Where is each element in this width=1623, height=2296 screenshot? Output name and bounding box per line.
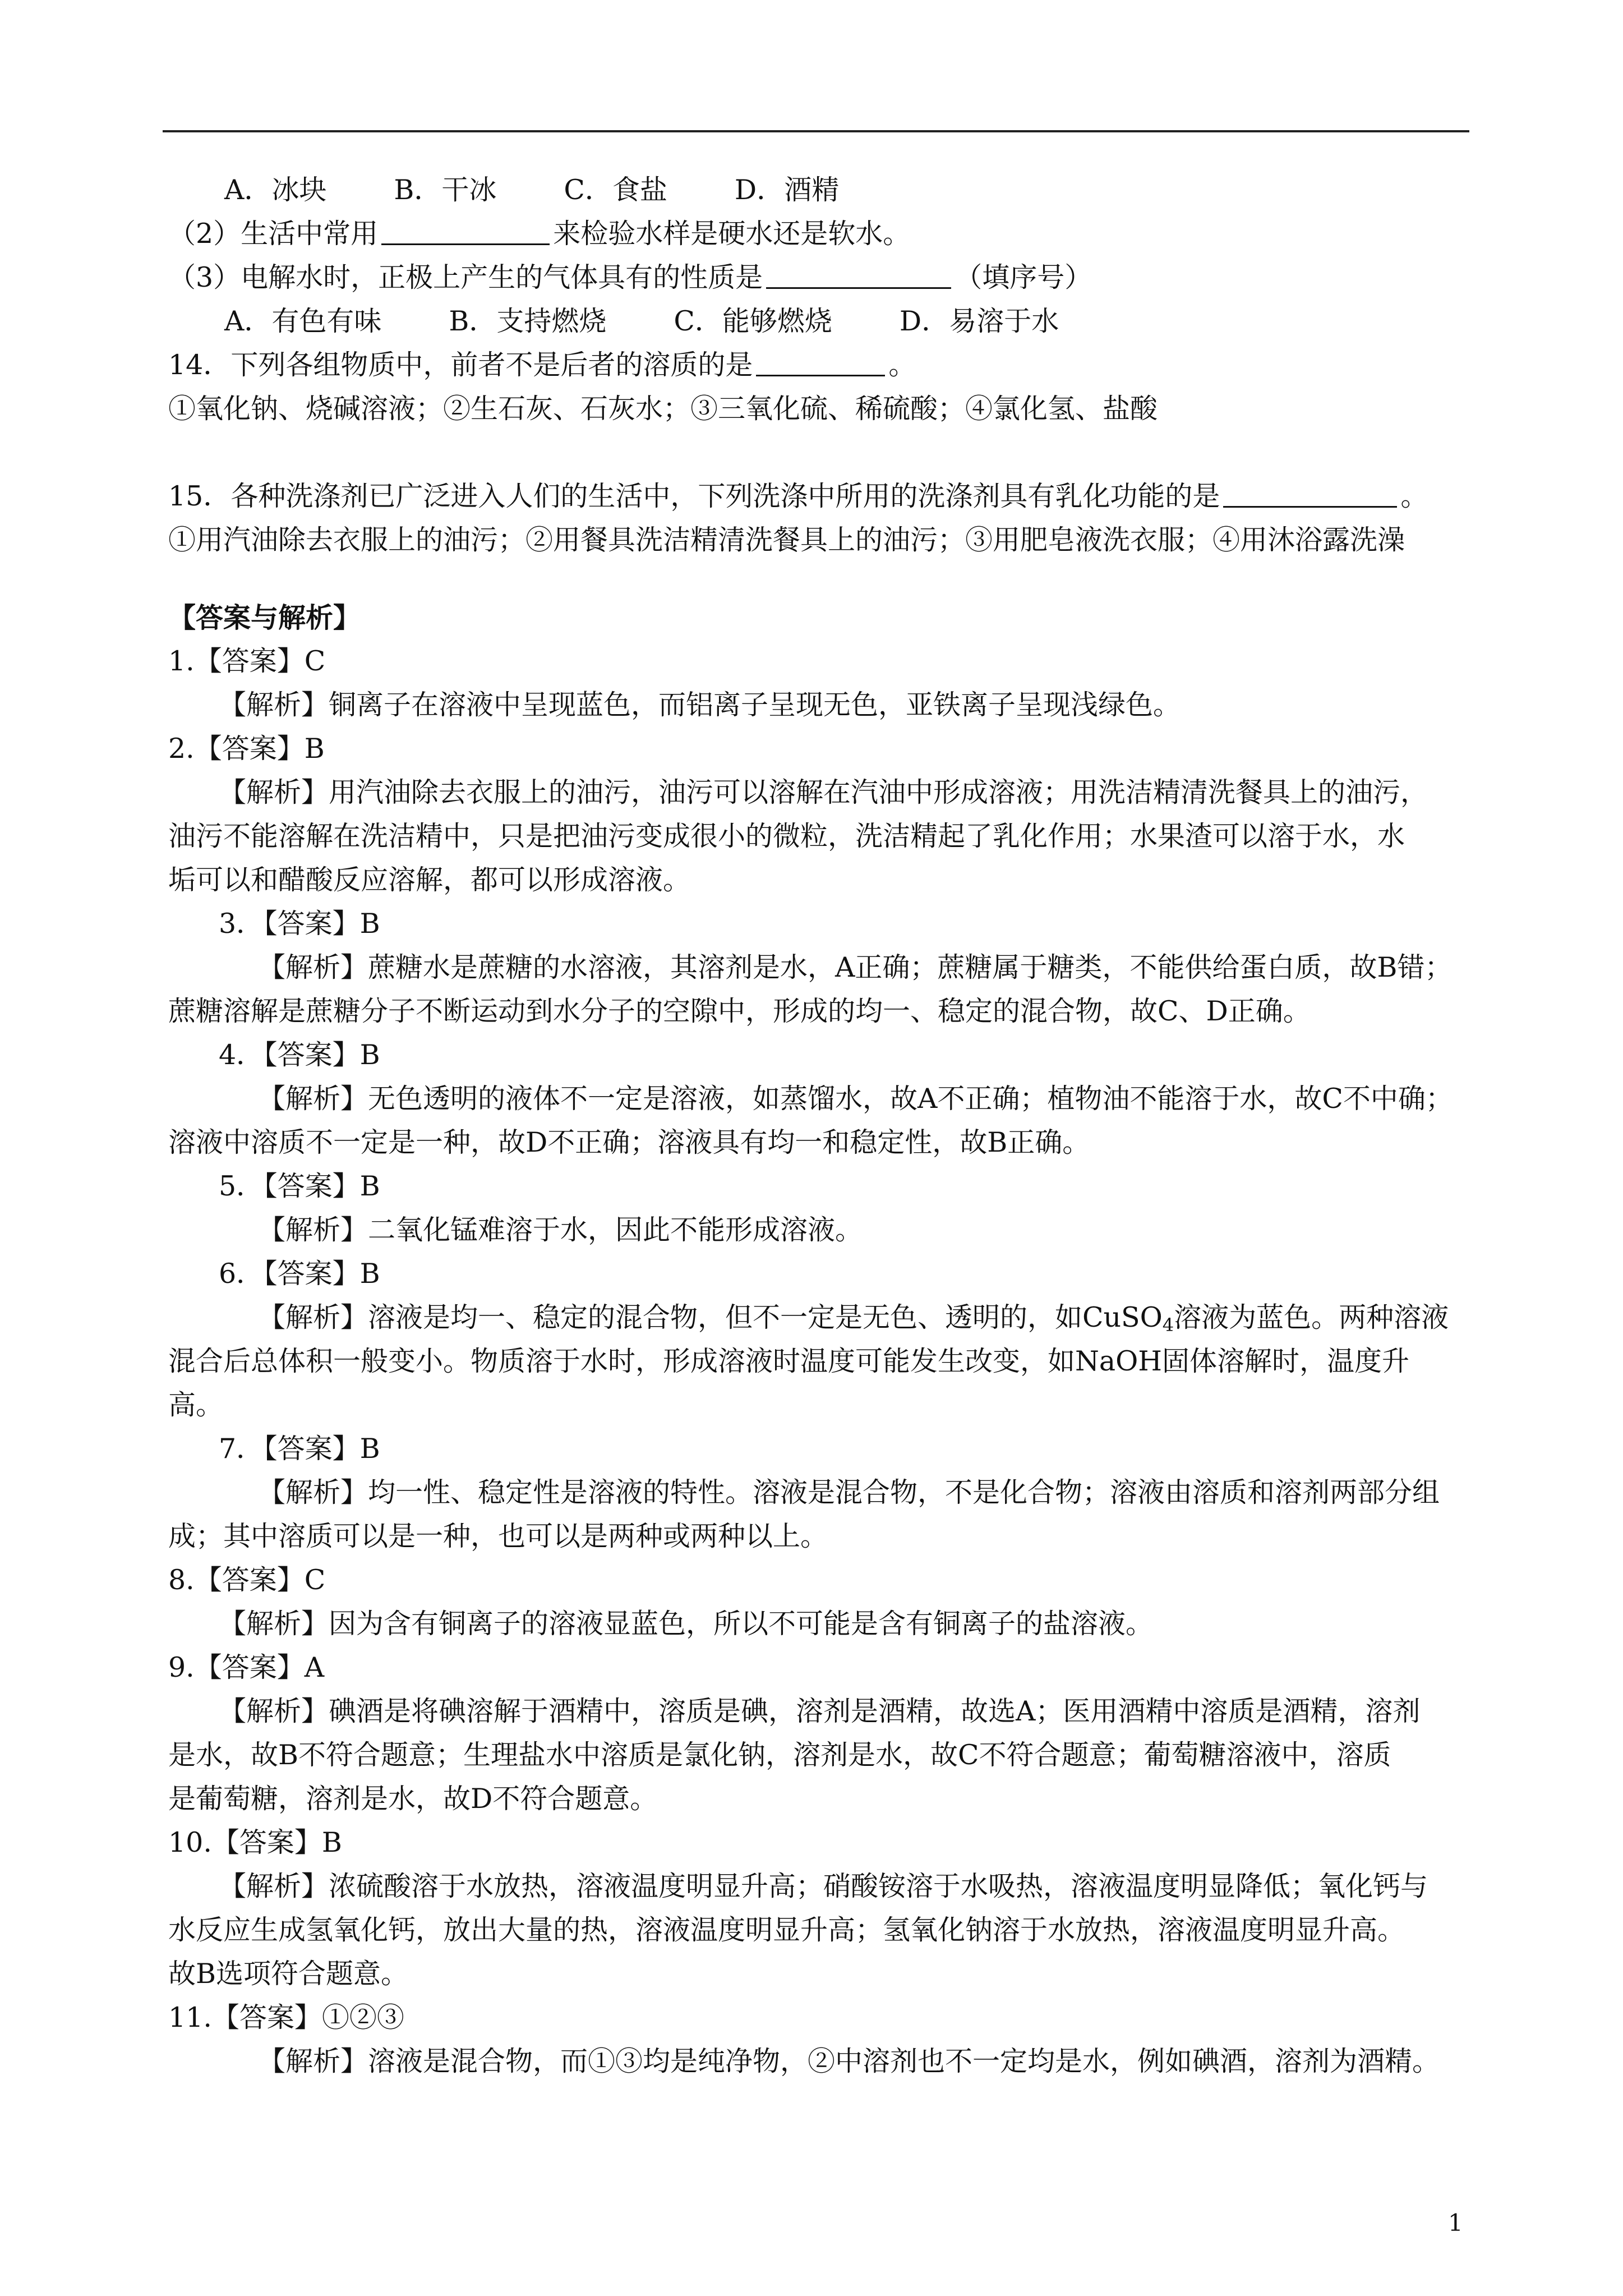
explanation-line: 【解析】无色透明的液体不一定是溶液，如蒸馏水，故A不正确；植物油不能溶于水，故C不中确； <box>258 1083 1453 1115</box>
explanation-line: 【解析】二氧化锰难溶于水，因此不能形成溶液。 <box>258 1214 863 1246</box>
explanation-line: 【解析】溶液是均一、稳定的混合物，但不一定是无色、透明的，如CuSO$_4$溶液为蓝色。两种溶液 <box>258 1301 1449 1336</box>
answer-blank <box>381 215 550 245</box>
answer-block-1 <box>168 639 1469 727</box>
explanation-line: 【解析】铜离子在溶液中呈现蓝色，而铝离子呈现无色，亚铁离子呈现浅绿色。 <box>219 689 1181 721</box>
explanation-line: 【解析】因为含有铜离子的溶液显蓝色，所以不可能是含有铜离子的盐溶液。 <box>219 1608 1154 1640</box>
option-d: D．易溶于水 <box>899 305 1059 337</box>
answer-block-9 <box>168 1646 1469 1821</box>
option-a: A．有色有味 <box>224 305 382 337</box>
q13-part-3: （3）电解水时，正极上产生的气体具有的性质是 （填序号） <box>168 256 1469 300</box>
answer-block-7 <box>168 1427 1469 1558</box>
explanation-line: 【解析】碘酒是将碘溶解于酒精中，溶质是碘，溶剂是酒精，故选A；医用酒精中溶质是酒精，溶剂 <box>219 1695 1421 1727</box>
option-c: C．能够燃烧 <box>674 305 832 337</box>
answer-label: 3．【答案】B <box>219 908 380 940</box>
answer-blank <box>766 259 951 289</box>
option-b: B．干冰 <box>394 174 497 206</box>
answer-block-10 <box>168 1821 1469 1996</box>
header-rule <box>163 130 1469 132</box>
question-14-choices: ①氧化钠、烧碱溶液；②生石灰、石灰水；③三氧化硫、稀硫酸；④氯化氢、盐酸 <box>168 393 1158 425</box>
option-d: D．酒精 <box>734 174 840 206</box>
document-body <box>168 168 1469 2083</box>
answer-label: 5．【答案】B <box>219 1170 380 1202</box>
explanation-line: 【解析】溶液是混合物，而①③均是纯净物，②中溶剂也不一定均是水，例如碘酒，溶剂为酒精。 <box>258 2045 1440 2077</box>
explanation-line: 高。 <box>168 1389 224 1421</box>
q13-options-row-3 <box>168 300 1469 343</box>
explanation-line: 故B选项符合题意。 <box>168 1958 409 1990</box>
answer-label: 4．【答案】B <box>219 1039 380 1071</box>
explanation-line: 【解析】用汽油除去衣服上的油污，油污可以溶解在汽油中形成溶液；用洗洁精清洗餐具上的油污， <box>219 776 1428 808</box>
explanation-line: 是葡萄糖，溶剂是水，故D不符合题意。 <box>168 1783 658 1815</box>
answer-block-2 <box>168 727 1469 902</box>
answer-label: 1.【答案】C <box>168 645 326 677</box>
question-15-stem: 15．各种洗涤剂已广泛进入人们的生活中，下列洗涤中所用的洗涤剂具有乳化功能的是 。 <box>168 475 1469 518</box>
option-c: C．食盐 <box>564 174 667 206</box>
answer-blank <box>756 347 885 376</box>
explanation-line: 蔗糖溶解是蔗糖分子不断运动到水分子的空隙中，形成的均一、稳定的混合物，故C、D正确。 <box>168 995 1311 1027</box>
answer-block-8 <box>168 1558 1469 1646</box>
answers-heading: 【答案与解析】 <box>168 601 361 634</box>
explanation-line: 水反应生成氢氧化钙，放出大量的热，溶液温度明显升高；氢氧化钠溶于水放热，溶液温度明显升高。 <box>168 1914 1405 1946</box>
answer-block-6 <box>168 1252 1469 1427</box>
answer-block-3 <box>168 902 1469 1033</box>
answer-label: 7．【答案】B <box>219 1433 380 1465</box>
explanation-line: 成；其中溶质可以是一种，也可以是两种或两种以上。 <box>168 1520 828 1552</box>
explanation-line: 垢可以和醋酸反应溶解，都可以形成溶液。 <box>168 864 691 896</box>
explanation-line: 是水，故B不符合题意；生理盐水中溶质是氯化钠，溶剂是水，故C不符合题意；葡萄糖溶液中，溶质 <box>168 1739 1391 1771</box>
explanation-line: 混合后总体积一般变小。物质溶于水时，形成溶液时温度可能发生改变，如NaOH固体溶解时，温度升 <box>168 1345 1409 1377</box>
answer-label: 2.【答案】B <box>168 733 325 765</box>
answer-block-5 <box>168 1165 1469 1252</box>
question-14-stem: 14．下列各组物质中，前者不是后者的溶质的是 。 <box>168 343 1469 387</box>
answer-block-4 <box>168 1033 1469 1165</box>
option-b: B．支持燃烧 <box>449 305 607 337</box>
explanation-line: 油污不能溶解在洗洁精中，只是把油污变成很小的微粒，洗洁精起了乳化作用；水果渣可以溶于水，水 <box>168 820 1405 852</box>
answer-blank <box>1223 478 1397 508</box>
answer-label: 6．【答案】B <box>219 1258 380 1290</box>
answer-label: 10.【答案】B <box>168 1826 342 1858</box>
explanation-line: 【解析】蔗糖水是蔗糖的水溶液，其溶剂是水，A正确；蔗糖属于糖类，不能供给蛋白质，故B错； <box>258 951 1453 983</box>
answer-label: 11.【答案】①②③ <box>168 2001 404 2033</box>
question-15-choices: ①用汽油除去衣服上的油污；②用餐具洗洁精清洗餐具上的油污；③用肥皂液洗衣服；④用沐浴露洗澡 <box>168 524 1405 556</box>
answer-block-11 <box>168 1996 1469 2083</box>
q13-part-2: （2）生活中常用 来检验水样是硬水还是软水。 <box>168 212 1469 256</box>
page-number: 1 <box>1448 2209 1463 2237</box>
q13-options-row-1 <box>168 168 1469 212</box>
explanation-line: 溶液中溶质不一定是一种，故D不正确；溶液具有均一和稳定性，故B正确。 <box>168 1126 1090 1158</box>
explanation-line: 【解析】均一性、稳定性是溶液的特性。溶液是混合物，不是化合物；溶液由溶质和溶剂两部分组 <box>258 1476 1440 1508</box>
explanation-line: 【解析】浓硫酸溶于水放热，溶液温度明显升高；硝酸铵溶于水吸热，溶液温度明显降低；氧化钙与 <box>219 1870 1428 1902</box>
option-a: A．冰块 <box>224 174 327 206</box>
subscript: 4 <box>1162 1314 1174 1336</box>
answer-label: 9.【答案】A <box>168 1651 325 1683</box>
answer-label: 8.【答案】C <box>168 1564 326 1596</box>
